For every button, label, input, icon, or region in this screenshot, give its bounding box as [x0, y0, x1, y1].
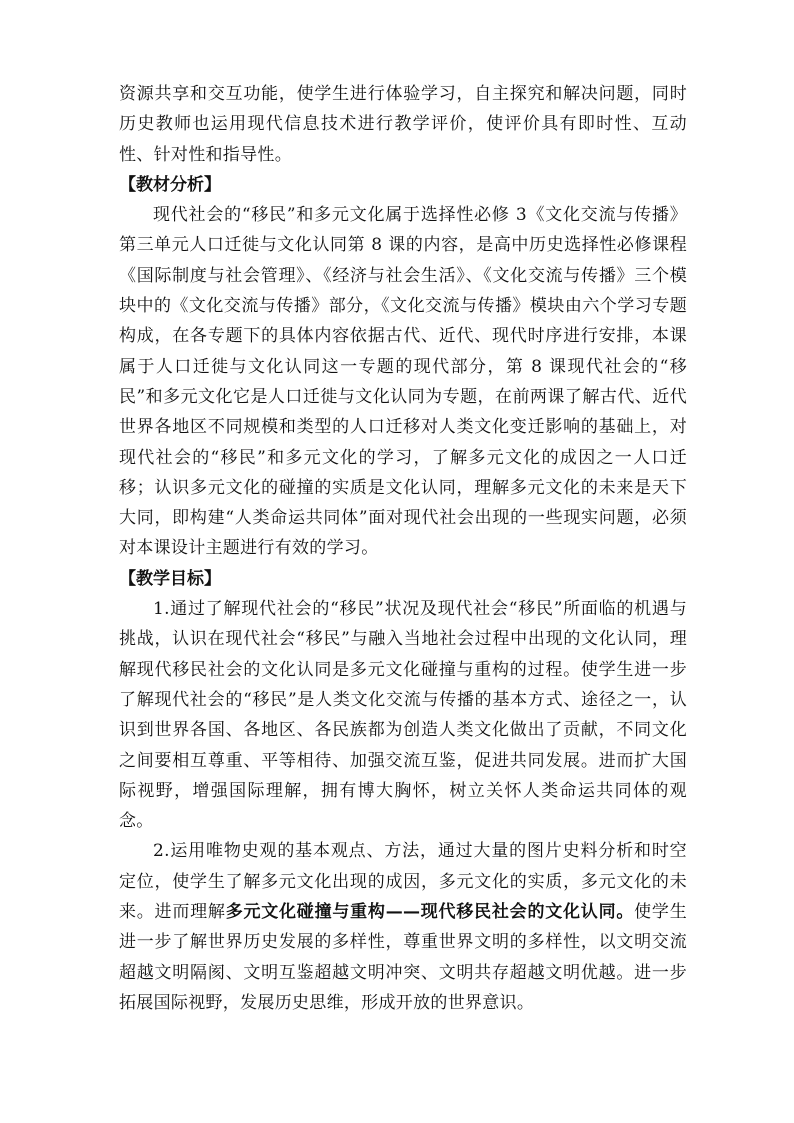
analysis-heading: 【教材分析】	[119, 174, 221, 195]
intro-paragraph: 资源共享和交互功能，使学生进行体验学习，自主探究和解决问题，同时历史教师也运用现代信息技术进行教学评价，使评价具有即时性、互动性、针对性和指导性。	[119, 84, 687, 165]
objective-item-2-bold-text: 多元文化碰撞与重构——现代移民社会的文化认同。	[225, 902, 635, 923]
objectives-heading: 【教学目标】	[119, 568, 221, 589]
objective-item-2	[119, 836, 687, 1018]
analysis-paragraph: 现代社会的“移民”和多元文化属于选择性必修 3《文化交流与传播》第三单元人口迁徙与文化认同第 8 课的内容，是高中历史选择性必修课程《国际制度与社会管理》、《经济与社会生活》、《文化交流与传播》三个模块中的《文化交流与传播》部分，《文化交流与传播》模块由六个学习专题构成，在各专题下的具体内容依据古代、近代、现代时序进行安排，本课属于人口迁徙与文化认同这一专题的现代部分，第 8 课现代社会的“移民”和多元文化它是人口迁徙与文化认同为专题，在前两课了解古代、近代世界各地区不同规模和类型的人口迁移对人类文化变迁影响的基础上，对现代社会的“移民”和多元文化的学习，了解多元文化的成因之一人口迁移；认识多元文化的碰撞的实质是文化认同，理解多元文化的未来是天下大同，即构建“人类命运共同体”面对现代社会出现的一些现实问题，必须对本课设计主题进行有效的学习。	[119, 205, 687, 559]
objective-item-1: 1.通过了解现代社会的“移民”状况及现代社会“移民”所面临的机遇与挑战，认识在现代社会“移民”与融入当地社会过程中出现的文化认同，理解现代移民社会的文化认同是多元文化碰撞与重构的过程。使学生进一步了解现代社会的“移民”是人类文化交流与传播的基本方式、途径之一，认识到世界各国、各地区、各民族都为创造人类文化做出了贡献，不同文化之间要相互尊重、平等相待、加强交流互鉴，促进共同发展。进而扩大国际视野，增强国际理解，拥有博大胸怀，树立关怀人类命运共同体的观念。	[119, 599, 687, 832]
document-page	[119, 79, 687, 1018]
objective-item-2-text-a: 2.运用唯物史观的基本观点、方法，通过大量的图片史料分析和时空定位，使学生了解多元文化出现的成因，多元文化的实质，多元文化的未来。进而理解	[119, 841, 687, 923]
objective-item-2-text-b: 使学生进一步了解世界历史发展的多样性，尊重世界文明的多样性，以文明交流超越文明隔阂、文明互鉴超越文明冲突、文明共存超越文明优越。进一步拓展国际视野，发展历史思维，形成开放的世界意识。	[119, 902, 687, 1013]
